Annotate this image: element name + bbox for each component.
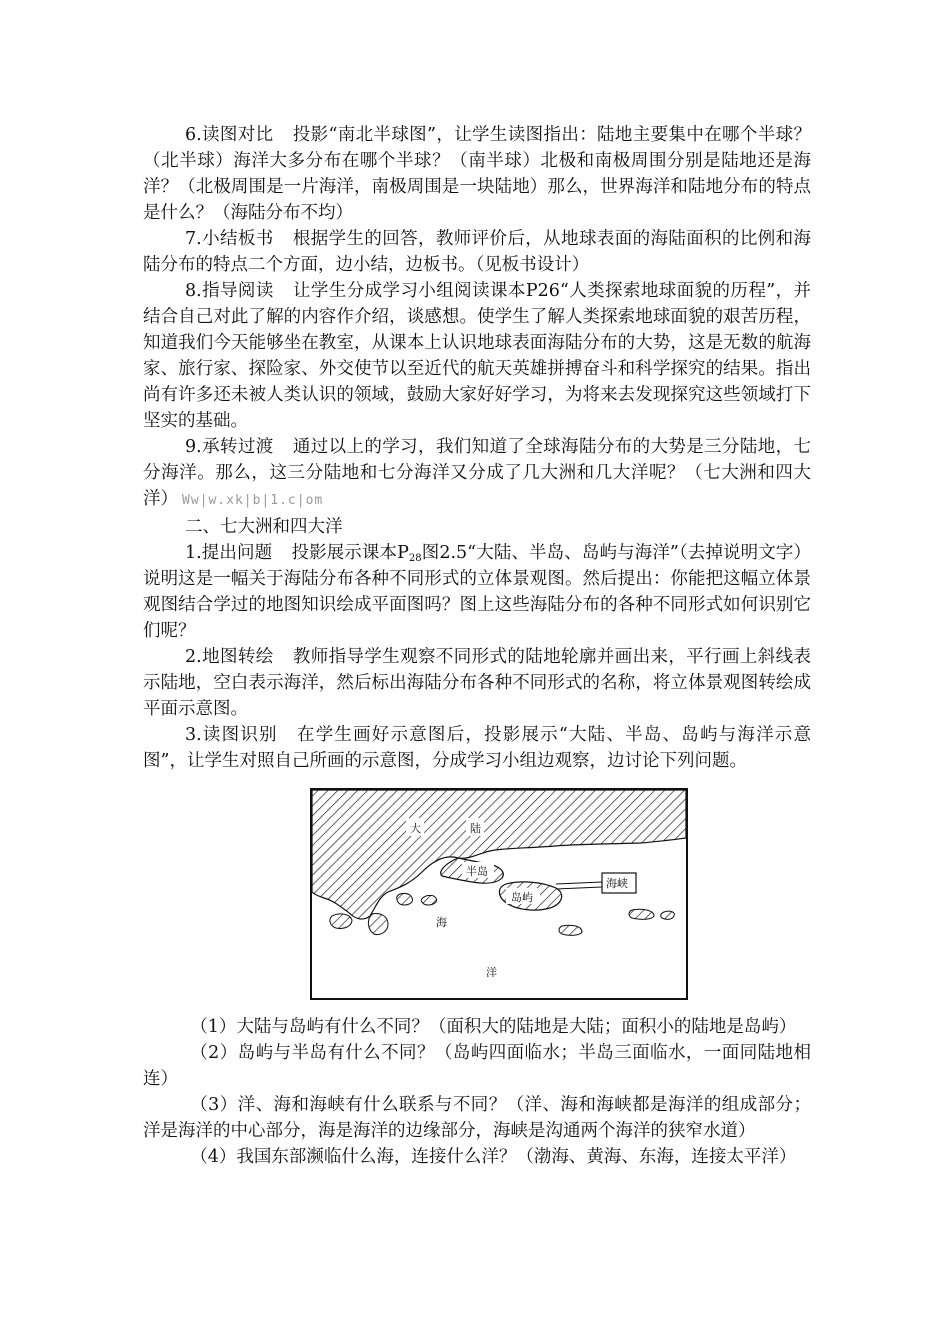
paragraph-head: 3.读图识别 [185,725,278,745]
island-shape-small [661,911,675,919]
label-peninsula: 半岛 [466,865,488,878]
label-sea: 海 [436,916,447,929]
paragraph-text: 投影“南北半球图”，让学生读图指出：陆地主要集中在哪个半球？（北半球）海洋大多分布在哪个半球？（南半球）北极和南极周围分别是陆地还是海洋？（北极周围是一片海洋，南极周围是一块陆地）那么，世界海洋和陆地分布的特点是什么？（海陆分布不均） [143,125,811,223]
paragraph-text: 根据学生的回答，教师评价后，从地球表面的海陆面积的比例和海陆分布的特点二个方面，边小结，边板书。（见板书设计） [143,229,812,275]
paragraph-s3 [143,722,811,774]
question-4: （4）我国东部濒临什么海，连接什么洋？（渤海、黄海、东海，连接太平洋） [190,1147,797,1167]
label-lu: 陆 [470,822,481,835]
question-2: （2）岛屿与半岛有什么不同？（岛屿四面临水；半岛三面临水，一面同陆地相连） [143,1043,811,1089]
watermark: Ww|w.xk|b|1.c|om [182,493,324,508]
label-island: 岛屿 [511,891,533,904]
island-shape-small [421,895,436,905]
paragraph-text: 在学生画好示意图后，投影展示“大陆、半岛、岛屿与海洋示意图”，让学生对照自己所画的示意图，分成学习小组边观察，边讨论下列问题。 [143,725,811,771]
island-shape-small [368,913,388,934]
paragraph-head: 9.承转过渡 [185,437,274,457]
paragraph-9 [143,434,811,514]
question-1: （1）大陆与岛屿有什么不同？（面积大的陆地是大陆；面积小的陆地是岛屿） [190,1017,797,1037]
landform-diagram [310,788,688,1000]
label-ocean: 洋 [486,966,497,979]
paragraph-8 [143,278,811,434]
question-3: （3）洋、海和海峡有什么联系与不同？（洋、海和海峡都是海洋的组成部分；洋是海洋的中心部分，海是海洋的边缘部分，海峡是沟通两个海洋的狭窄水道） [143,1095,811,1141]
section-heading: 二、七大洲和四大洋 [185,517,343,537]
island-shape-small [629,909,654,919]
paragraph-s2 [143,644,811,722]
paragraph-7 [143,226,811,278]
island-shape-small [559,925,582,935]
paragraph-text: 让学生分成学习小组阅读课本P26“人类探索地球面貌的历程”，并结合自己对此了解的内容作介绍，谈感想。使学生了解人类探索地球面貌的艰苦历程，知道我们今天能够坐在教室，从课本上认识地球表面海陆分布的大势，这是无数的航海家、旅行家、探险家、外交使节以至近代的航天英雄拼搏奋斗和科学探究的结果。指出尚有许多还未被人类认识的领域，鼓励大家好好学习，为将来去发现探究这些领域打下坚实的基础。 [143,281,811,431]
paragraph-head: 8.指导阅读 [185,281,274,301]
landform-diagram-svg [310,788,688,1000]
paragraph-head: 7.小结板书 [185,229,274,249]
page-subscript: 28 [408,553,422,564]
label-strait: 海峡 [606,877,628,890]
paragraph-text: 通过以上的学习，我们知道了全球海陆分布的大势是三分陆地，七分海洋。那么，这三分陆地和七分海洋又分成了几大洲和几大洋呢？（七大洲和四大洋） [143,437,812,509]
paragraph-head: 2.地图转绘 [185,647,274,667]
document-page [143,122,811,1170]
paragraph-text: 教师指导学生观察不同形式的陆地轮廓并画出来，平行画上斜线表示陆地，空白表示海洋，然后标出海陆分布各种不同形式的名称，将立体景观图转绘成平面示意图。 [143,647,812,719]
paragraph-6 [143,122,811,226]
paragraph-head: 6.读图对比 [185,125,274,145]
label-da: 大 [410,822,421,835]
paragraph-head: 1.提出问题 [185,543,273,563]
island-shape-small [330,914,352,929]
island-shape-small [397,893,413,905]
paragraph-s1: 1.提出问题 投影展示课本$P_{28}$图2.5“大陆、半岛、岛屿与海洋”（去掉说明文字）说明这是一幅关于海陆分布各种不同形式的立体景观图。然后提出：你能把这幅立体景观图结合学过的地图知识绘成平面图吗？图上这些海陆分布的各种不同形式如何识别它们呢？ [143,543,811,641]
